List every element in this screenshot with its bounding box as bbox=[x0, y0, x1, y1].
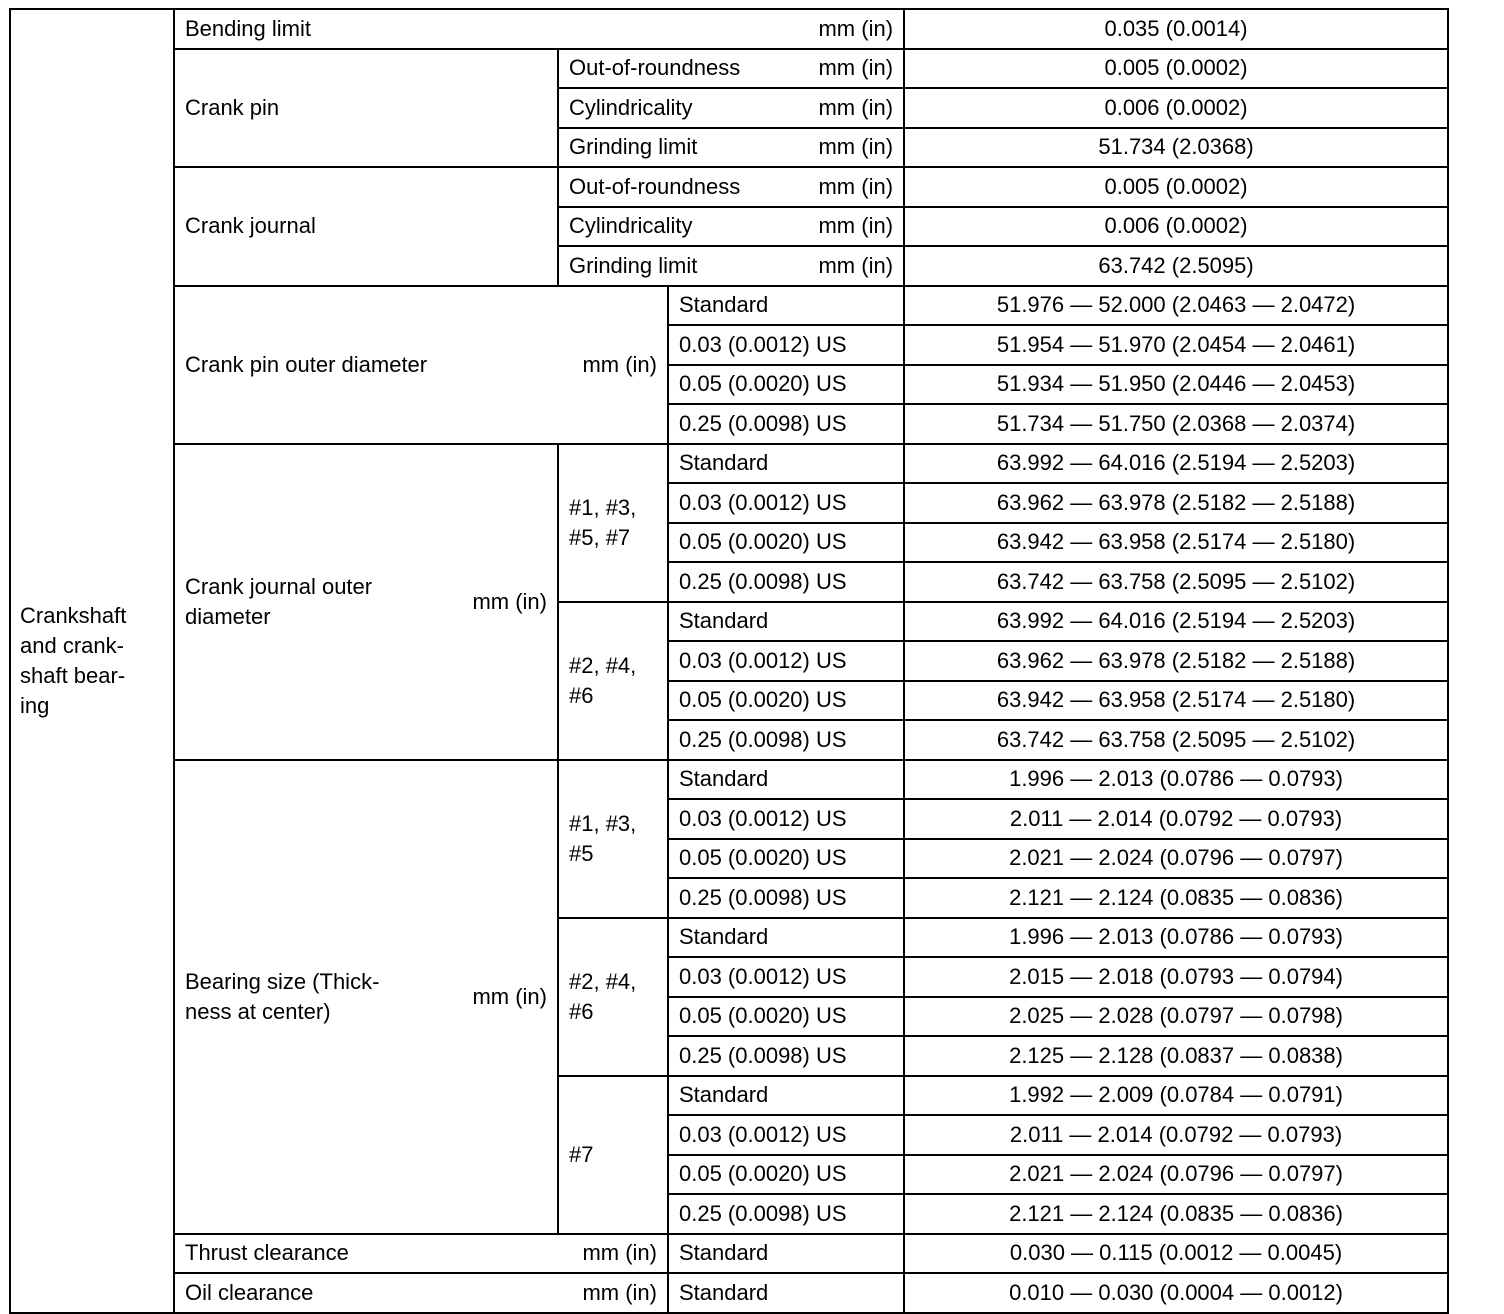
bearing-group-label bbox=[558, 918, 668, 1076]
unit-label: mm (in) bbox=[818, 134, 894, 160]
value-cell: 1.996 — 2.013 (0.0786 — 0.0793) bbox=[904, 760, 1448, 800]
size-label: Standard bbox=[668, 918, 904, 958]
group-label-line: #6 bbox=[569, 998, 594, 1024]
item-label bbox=[185, 967, 379, 1027]
unit-label: mm (in) bbox=[818, 55, 894, 81]
group-label-line: #1, #3, bbox=[569, 810, 637, 836]
value-cell: 2.011 — 2.014 (0.0792 — 0.0793) bbox=[904, 1115, 1448, 1155]
sub-label: Grinding limit bbox=[569, 134, 698, 160]
sub-label-cell bbox=[558, 207, 904, 247]
value-cell: 51.976 — 52.000 (2.0463 — 2.0472) bbox=[904, 286, 1448, 326]
unit-label: mm (in) bbox=[472, 588, 547, 614]
value-cell: 2.021 — 2.024 (0.0796 — 0.0797) bbox=[904, 839, 1448, 879]
value-cell: 2.121 — 2.124 (0.0835 — 0.0836) bbox=[904, 878, 1448, 918]
pin-od-label-cell bbox=[174, 286, 668, 444]
table-row bbox=[10, 49, 1448, 89]
item-label-line: Bearing size (Thick- bbox=[185, 968, 380, 994]
size-label: 0.05 (0.0020) US bbox=[668, 365, 904, 405]
size-label: 0.25 (0.0098) US bbox=[668, 562, 904, 602]
sub-label-cell bbox=[558, 128, 904, 168]
value-cell: 0.005 (0.0002) bbox=[904, 49, 1448, 89]
value-cell: 51.934 — 51.950 (2.0446 — 2.0453) bbox=[904, 365, 1448, 405]
size-label: 0.05 (0.0020) US bbox=[668, 523, 904, 563]
crank-journal-label: Crank journal bbox=[174, 167, 558, 286]
category-line: and crank- bbox=[20, 632, 124, 658]
spec-sheet bbox=[9, 8, 1447, 1314]
item-label-line: ness at center) bbox=[185, 998, 331, 1024]
value-cell: 0.030 — 0.115 (0.0012 — 0.0045) bbox=[904, 1234, 1448, 1274]
crank-pin-label: Crank pin bbox=[174, 49, 558, 168]
value-cell: 63.942 — 63.958 (2.5174 — 2.5180) bbox=[904, 523, 1448, 563]
size-label: 0.05 (0.0020) US bbox=[668, 839, 904, 879]
value-cell: 0.006 (0.0002) bbox=[904, 88, 1448, 128]
sub-label-cell bbox=[558, 246, 904, 286]
size-label: Standard bbox=[668, 444, 904, 484]
bending-limit-label-cell bbox=[174, 9, 904, 49]
value-cell: 63.992 — 64.016 (2.5194 — 2.5203) bbox=[904, 602, 1448, 642]
value-cell: 63.962 — 63.978 (2.5182 — 2.5188) bbox=[904, 641, 1448, 681]
unit-label: mm (in) bbox=[818, 252, 894, 278]
value-cell: 1.996 — 2.013 (0.0786 — 0.0793) bbox=[904, 918, 1448, 958]
value-cell: 63.942 — 63.958 (2.5174 — 2.5180) bbox=[904, 681, 1448, 721]
value-cell: 63.742 — 63.758 (2.5095 — 2.5102) bbox=[904, 720, 1448, 760]
oil-label-cell bbox=[174, 1273, 668, 1313]
group-label-line: #2, #4, bbox=[569, 968, 637, 994]
item-label: Bending limit bbox=[185, 15, 311, 41]
value-cell: 51.734 (2.0368) bbox=[904, 128, 1448, 168]
sub-label: Cylindricality bbox=[569, 213, 693, 239]
category-line: ing bbox=[20, 692, 50, 718]
bearing-group-label bbox=[558, 760, 668, 918]
group-label-line: #1, #3, bbox=[569, 494, 637, 520]
group-label-line: #6 bbox=[569, 682, 594, 708]
size-label: 0.25 (0.0098) US bbox=[668, 1036, 904, 1076]
size-label: Standard bbox=[668, 1273, 904, 1313]
size-label: 0.25 (0.0098) US bbox=[668, 1194, 904, 1234]
group-label-line: #5, #7 bbox=[569, 524, 631, 550]
size-label: Standard bbox=[668, 1076, 904, 1116]
category-line: shaft bear- bbox=[20, 662, 126, 688]
unit-label: mm (in) bbox=[818, 173, 894, 199]
value-cell: 63.742 (2.5095) bbox=[904, 246, 1448, 286]
size-label: 0.25 (0.0098) US bbox=[668, 404, 904, 444]
value-cell: 0.010 — 0.030 (0.0004 — 0.0012) bbox=[904, 1273, 1448, 1313]
value-cell: 0.006 (0.0002) bbox=[904, 207, 1448, 247]
value-cell: 63.742 — 63.758 (2.5095 — 2.5102) bbox=[904, 562, 1448, 602]
size-label: 0.03 (0.0012) US bbox=[668, 325, 904, 365]
table-row bbox=[10, 1273, 1448, 1313]
size-label: Standard bbox=[668, 286, 904, 326]
size-label: 0.05 (0.0020) US bbox=[668, 681, 904, 721]
value-cell: 2.021 — 2.024 (0.0796 — 0.0797) bbox=[904, 1155, 1448, 1195]
item-label: Thrust clearance bbox=[185, 1240, 349, 1266]
sub-label: Cylindricality bbox=[569, 94, 693, 120]
size-label: 0.03 (0.0012) US bbox=[668, 799, 904, 839]
sub-label-cell bbox=[558, 88, 904, 128]
bearing-label-cell bbox=[174, 760, 558, 1234]
item-label-line: Crank journal outer bbox=[185, 573, 373, 599]
bearing-group-label bbox=[558, 1076, 668, 1234]
size-label: 0.25 (0.0098) US bbox=[668, 878, 904, 918]
unit-label: mm (in) bbox=[818, 15, 894, 41]
value-cell: 63.992 — 64.016 (2.5194 — 2.5203) bbox=[904, 444, 1448, 484]
table-row bbox=[10, 286, 1448, 326]
value-cell: 0.005 (0.0002) bbox=[904, 167, 1448, 207]
group-label-line: #2, #4, bbox=[569, 652, 637, 678]
value-cell: 2.125 — 2.128 (0.0837 — 0.0838) bbox=[904, 1036, 1448, 1076]
size-label: Standard bbox=[668, 602, 904, 642]
size-label: 0.25 (0.0098) US bbox=[668, 720, 904, 760]
table-row bbox=[10, 444, 1448, 484]
journal-group-label bbox=[558, 444, 668, 602]
table-row bbox=[10, 760, 1448, 800]
size-label: Standard bbox=[668, 760, 904, 800]
unit-label: mm (in) bbox=[582, 1279, 657, 1305]
journal-group-label bbox=[558, 602, 668, 760]
value-cell: 2.011 — 2.014 (0.0792 — 0.0793) bbox=[904, 799, 1448, 839]
item-label bbox=[185, 572, 372, 632]
size-label: 0.05 (0.0020) US bbox=[668, 997, 904, 1037]
value-cell: 0.035 (0.0014) bbox=[904, 9, 1448, 49]
table-row bbox=[10, 1234, 1448, 1274]
group-label-line: #7 bbox=[569, 1141, 594, 1167]
sub-label: Out-of-roundness bbox=[569, 55, 741, 81]
item-label-line: diameter bbox=[185, 603, 271, 629]
sub-label-cell bbox=[558, 167, 904, 207]
spec-table bbox=[9, 8, 1449, 1314]
value-cell: 2.121 — 2.124 (0.0835 — 0.0836) bbox=[904, 1194, 1448, 1234]
sub-label: Out-of-roundness bbox=[569, 173, 741, 199]
unit-label: mm (in) bbox=[582, 351, 657, 377]
item-label: Crank pin outer diameter bbox=[185, 351, 428, 377]
unit-label: mm (in) bbox=[472, 983, 547, 1009]
value-cell: 2.025 — 2.028 (0.0797 — 0.0798) bbox=[904, 997, 1448, 1037]
size-label: Standard bbox=[668, 1234, 904, 1274]
table-row bbox=[10, 167, 1448, 207]
category-cell bbox=[10, 9, 174, 1313]
group-label-line: #5 bbox=[569, 840, 594, 866]
value-cell: 1.992 — 2.009 (0.0784 — 0.0791) bbox=[904, 1076, 1448, 1116]
unit-label: mm (in) bbox=[582, 1240, 657, 1266]
size-label: 0.03 (0.0012) US bbox=[668, 1115, 904, 1155]
sub-label: Grinding limit bbox=[569, 252, 698, 278]
unit-label: mm (in) bbox=[818, 213, 894, 239]
size-label: 0.03 (0.0012) US bbox=[668, 957, 904, 997]
size-label: 0.03 (0.0012) US bbox=[668, 483, 904, 523]
unit-label: mm (in) bbox=[818, 94, 894, 120]
category-line: Crankshaft bbox=[20, 602, 127, 628]
table-row bbox=[10, 9, 1448, 49]
value-cell: 51.954 — 51.970 (2.0454 — 2.0461) bbox=[904, 325, 1448, 365]
value-cell: 2.015 — 2.018 (0.0793 — 0.0794) bbox=[904, 957, 1448, 997]
thrust-label-cell bbox=[174, 1234, 668, 1274]
value-cell: 51.734 — 51.750 (2.0368 — 2.0374) bbox=[904, 404, 1448, 444]
item-label: Oil clearance bbox=[185, 1279, 314, 1305]
value-cell: 63.962 — 63.978 (2.5182 — 2.5188) bbox=[904, 483, 1448, 523]
journal-od-label-cell bbox=[174, 444, 558, 760]
size-label: 0.03 (0.0012) US bbox=[668, 641, 904, 681]
size-label: 0.05 (0.0020) US bbox=[668, 1155, 904, 1195]
sub-label-cell bbox=[558, 49, 904, 89]
